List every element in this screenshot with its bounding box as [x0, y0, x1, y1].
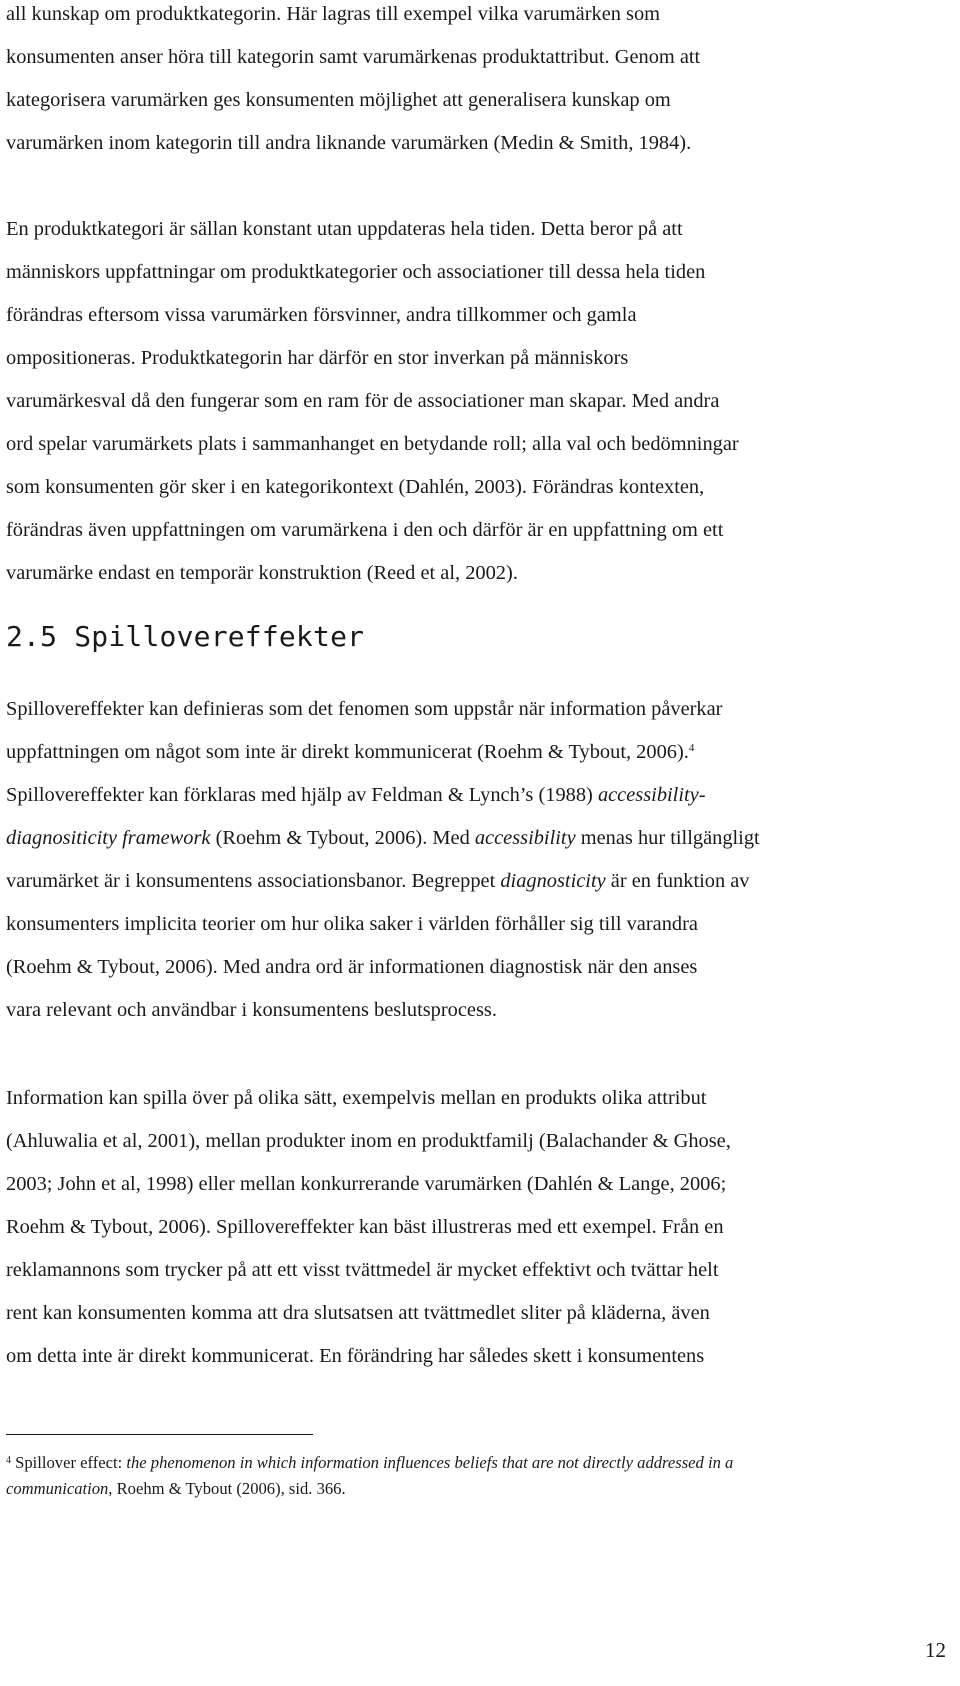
text-run: Spillovereffekter kan förklaras med hjälp av Feldman & Lynch’s (1988) — [6, 784, 598, 806]
footnote-number: 4 — [6, 1455, 11, 1466]
text-line: (Roehm & Tybout, 2006). Med andra ord är informationen diagnostisk när den anses — [6, 956, 698, 978]
text-line: konsumenters implicita teorier om hur olika saker i världen förhåller sig till varandra — [6, 913, 698, 935]
text-line: varumärke endast en temporär konstruktion (Reed et al, 2002). — [6, 562, 518, 584]
footnote — [6, 1450, 733, 1502]
text-line: som konsumenten gör sker i en kategorikontext (Dahlén, 2003). Förändras kontexten, — [6, 476, 705, 498]
italic-term: accessibility- — [597, 784, 706, 806]
italic-term: accessibility — [474, 827, 576, 849]
text-line: människors uppfattningar om produktkategorier och associationer till dessa hela tiden — [6, 261, 706, 283]
paragraph-2 — [6, 208, 739, 595]
text-line: rent kan konsumenten komma att dra slutsatsen att tvättmedlet sliter på kläderna, även — [6, 1302, 710, 1324]
text-line: En produktkategori är sällan konstant utan uppdateras hela tiden. Detta beror på att — [6, 218, 683, 240]
paragraph-4 — [6, 1077, 731, 1378]
text-line — [6, 860, 760, 903]
text-line: 2003; John et al, 1998) eller mellan konkurrerande varumärken (Dahlén & Lange, 2006; — [6, 1173, 727, 1195]
text-run: uppfattningen om något som inte är direkt kommunicerat (Roehm & Tybout, 2006). — [6, 741, 689, 763]
paragraph-1 — [6, 0, 700, 165]
text-line — [6, 817, 760, 860]
text-line: (Ahluwalia et al, 2001), mellan produkter inom en produktfamilj (Balachander & Ghose, — [6, 1130, 731, 1152]
footnote-line — [6, 1450, 733, 1476]
footnote-citation: Roehm & Tybout (2006), sid. 366. — [112, 1479, 346, 1498]
text-run: är en funktion av — [605, 870, 750, 892]
text-line: ompositioneras. Produktkategorin har därför en stor inverkan på människors — [6, 347, 629, 369]
text-line — [6, 731, 760, 774]
text-line: reklamannons som trycker på att ett visst tvättmedel är mycket effektivt och tvättar helt — [6, 1259, 719, 1281]
text-line: om detta inte är direkt kommunicerat. En förändring har således skett i konsumentens — [6, 1345, 705, 1367]
text-run: menas hur tillgängligt — [575, 827, 760, 849]
text-run: (Roehm & Tybout, 2006). Med — [210, 827, 475, 849]
italic-term: diagnositicity framework — [6, 827, 211, 849]
footnote-reference[interactable]: 4 — [688, 742, 695, 754]
italic-term: diagnosticity — [500, 870, 606, 892]
footnote-definition: the phenomenon in which information influences beliefs that are not directly addressed in a — [126, 1453, 734, 1472]
text-line: förändras även uppfattningen om varumärkena i den och därför är en uppfattning om ett — [6, 519, 724, 541]
page-number: 12 — [925, 1638, 946, 1662]
text-line: Roehm & Tybout, 2006). Spillovereffekter kan bäst illustreras med ett exempel. Från en — [6, 1216, 724, 1238]
section-heading: 2.5 Spillovereffekter — [6, 620, 365, 653]
text-line: konsumenten anser höra till kategorin samt varumärkenas produktattribut. Genom att — [6, 46, 701, 68]
footnote-label: Spillover effect: — [11, 1453, 127, 1472]
footnote-definition: communication, — [6, 1479, 113, 1498]
text-line: Information kan spilla över på olika sätt, exempelvis mellan en produkts olika attribut — [6, 1087, 707, 1109]
text-line: ord spelar varumärkets plats i sammanhanget en betydande roll; alla val och bedömningar — [6, 433, 739, 455]
text-line: kategorisera varumärken ges konsumenten möjlighet att generalisera kunskap om — [6, 89, 671, 111]
footnote-line — [6, 1476, 733, 1502]
text-line: Spillovereffekter kan definieras som det fenomen som uppstår när information påverkar — [6, 698, 723, 720]
text-line: varumärken inom kategorin till andra liknande varumärken (Medin & Smith, 1984). — [6, 132, 692, 154]
text-line — [6, 774, 760, 817]
text-line: vara relevant och användbar i konsumentens beslutsprocess. — [6, 999, 497, 1021]
text-line: varumärkesval då den fungerar som en ram för de associationer man skapar. Med andra — [6, 390, 720, 412]
footnote-separator — [6, 1434, 313, 1435]
paragraph-3 — [6, 688, 760, 1032]
text-line: all kunskap om produktkategorin. Här lagras till exempel vilka varumärken som — [6, 3, 661, 25]
text-line: förändras eftersom vissa varumärken försvinner, andra tillkommer och gamla — [6, 304, 637, 326]
text-run: varumärket är i konsumentens associationsbanor. Begreppet — [6, 870, 501, 892]
